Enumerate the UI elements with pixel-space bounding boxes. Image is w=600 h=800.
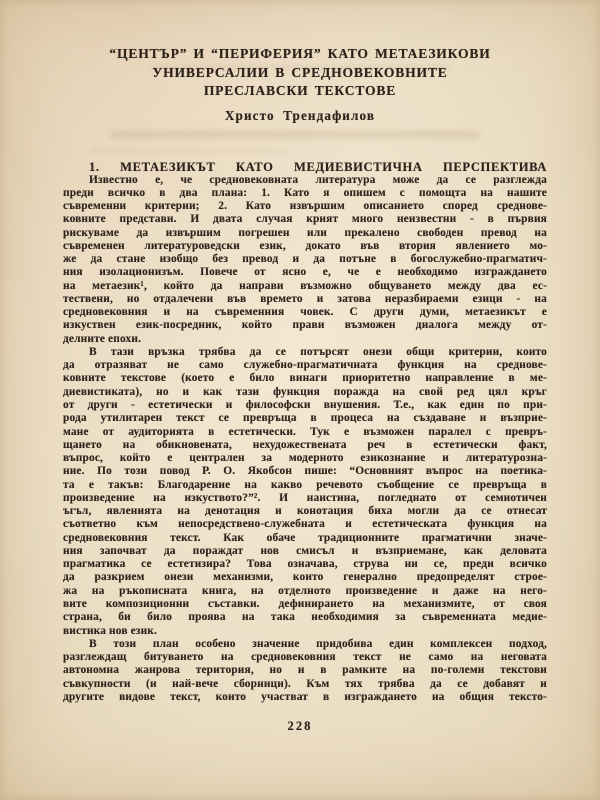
title-line: ПРЕСЛАВСКИ ТЕКСТОВЕ xyxy=(203,83,397,99)
paragraph xyxy=(63,174,547,346)
paragraph xyxy=(63,346,547,638)
page-number: 228 xyxy=(287,719,313,733)
text-line: съответно към непосредствено-служебната и естетическата функция на xyxy=(63,518,547,531)
text-line: рискуваме да извършим погрешен или прекалено свободен превод на xyxy=(63,226,547,239)
text-line: та е такъв: Благодарение на какво речевото съобщение се превръща в xyxy=(63,478,547,491)
text-line: преди всичко в два плана: 1. Като я опишем с помощта на нашите xyxy=(63,186,547,199)
text-line: ние. По този повод Р. О. Якобсон пише: “Основният въпрос на поетика- xyxy=(63,465,547,478)
text-line: вистика нов език. xyxy=(63,624,157,637)
text-line: ния изолационизъм. Повече от ясно е, че е необходимо изграждането xyxy=(63,266,547,279)
paragraph xyxy=(63,638,547,704)
text-line: страна, би било проява на така необходимия за съвременната медие- xyxy=(63,611,547,624)
title-line: УНИВЕРСАЛИИ В СРЕДНОВЕКОВНИТЕ xyxy=(152,64,448,80)
text-line: на метаезик¹, който да направи възможно общуването между два ес- xyxy=(63,279,547,292)
text-line: съвкупности (и най-вече сборници). Към тях трябва да се добавят и xyxy=(63,677,547,690)
text-line: средновековния и на съвременния човек. С други думи, метаезикът е xyxy=(63,306,547,319)
text-line: изкуствен език-посредник, който прави възможен диалога между от- xyxy=(63,319,547,332)
text-line: щането на обикновената, нехудожествената реч в естетически факт, xyxy=(63,438,547,451)
text-line: въпрос, който е централен за модерното езикознание и литературозна- xyxy=(63,452,547,465)
text-line: делните епохи. xyxy=(63,332,142,345)
text-line: же да стане изобщо без превод и да потъне в богослужебно-прагматич- xyxy=(63,253,547,266)
text-line: другите видове текст, които участват в изграждането на общия тексто- xyxy=(63,690,547,703)
text-line: тествени, но отдалечени във времето и затова неразбираеми езици - на xyxy=(63,292,547,305)
show-through-artifact xyxy=(90,148,290,154)
text-line: разглеждащ битуването на средновековния текст не само на неговата xyxy=(63,651,547,664)
text-line: мане от аудиторията в естетически. Тук е възможен паралел с превръ- xyxy=(63,425,547,438)
text-line: Известно е, че средновековната литература може да се разглежда xyxy=(89,173,547,186)
text-line: В тази връзка трябва да се потърсят онези общи критерии, които xyxy=(89,345,547,358)
body-text xyxy=(63,174,547,705)
text-line: от други - естетически и философски внушения. Т.е., как един по при- xyxy=(63,399,547,412)
text-line: да отразяват не само служебно-прагматичната функция на среднове- xyxy=(63,359,547,372)
section-heading: 1. МЕТАЕЗИКЪТ КАТО МЕДИЕВИСТИЧНА ПЕРСПЕКТИВА xyxy=(89,160,547,174)
text-line: В този план особено значение придобива един комплексен подход, xyxy=(89,637,547,650)
text-line: диевистиката), но и как тази функция поражда на свой ред цял кръг xyxy=(63,385,547,398)
text-line: вите композиционни съставки. дефинирането на механизмите, от своя xyxy=(63,598,547,610)
text-line: ковните представи. И двата случая крият много неизвестни - в първия xyxy=(63,213,547,226)
text-line: ния започват да пораждат нов смисъл и възприемане, как деловата xyxy=(63,544,547,557)
text-line: съвременен литературоведски език, докато във втория явлението мо- xyxy=(63,239,547,252)
title-line: “ЦЕНТЪР” И “ПЕРИФЕРИЯ” КАТО МЕТАЕЗИКОВИ xyxy=(109,46,491,61)
text-line: прагматика се естетизира? Това означава, струва ни се, преди всичко xyxy=(63,558,547,571)
text-line: ъгъл, явленията на денотация и конотация биха могли да се отнесат xyxy=(63,505,547,518)
text-line: ковните текстове (което е било винаги приоритетно направление в ме- xyxy=(63,372,547,385)
author-name: Христо Трендафилов xyxy=(224,108,376,123)
text-line: произведение на изкуството?”². И наистина, погледнато от семиотичен xyxy=(63,491,547,504)
show-through-artifact xyxy=(110,130,480,139)
text-line: съвременни критерии; 2. Като извършим описанието според среднове- xyxy=(63,200,547,213)
text-line: средновековния текст. Как обаче традиционните прагматични значе- xyxy=(63,531,547,544)
text-line: жа на ръкописната книга, на отделното произведение и даже на него- xyxy=(63,584,547,597)
article-title xyxy=(40,45,560,101)
text-line: рода утилитарен текст се превръща в процеса на създаване и възприе- xyxy=(63,412,547,425)
text-line: да разкрием онези механизми, които генерално предопределят строе- xyxy=(63,571,547,584)
text-line: автономна жанрова територия, но и в рамките на по-големи текстови xyxy=(63,664,547,677)
